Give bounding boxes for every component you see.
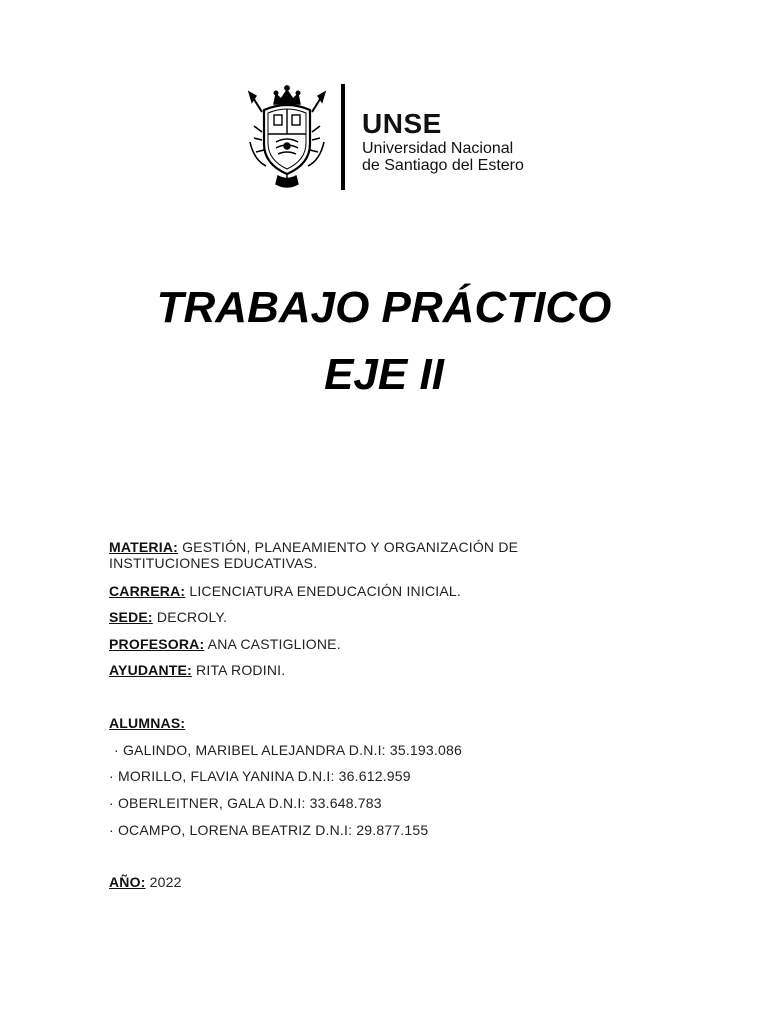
student-list-item: · MORILLO, FLAVIA YANINA D.N.I: 36.612.959: [109, 768, 411, 784]
student-list-item: · OBERLEITNER, GALA D.N.I: 33.648.783: [109, 795, 382, 811]
sede-field: [109, 609, 227, 625]
profesora-label: PROFESORA:: [109, 636, 205, 652]
profesora-value: ANA CASTIGLIONE.: [204, 636, 341, 652]
university-brand: [362, 108, 524, 174]
materia-label: MATERIA:: [109, 539, 178, 555]
header-divider: [341, 84, 345, 190]
ayudante-label: AYUDANTE:: [109, 662, 192, 678]
materia-field: [109, 539, 518, 571]
document-subtitle: EJE II: [324, 350, 444, 399]
carrera-label: CARRERA:: [109, 583, 186, 599]
student-list-item: · GALINDO, MARIBEL ALEJANDRA D.N.I: 35.193.086: [114, 742, 462, 758]
student-list-item: · OCAMPO, LORENA BEATRIZ D.N.I: 29.877.155: [109, 822, 429, 838]
document-title: TRABAJO PRÁCTICO: [156, 283, 612, 332]
anio-value: 2022: [145, 874, 182, 890]
anio-field: [109, 874, 182, 890]
university-name-line2: de Santiago del Estero: [362, 157, 524, 174]
university-acronym: UNSE: [362, 108, 442, 139]
sede-value: DECROLY.: [152, 609, 228, 625]
carrera-value: LICENCIATURA ENEDUCACIÓN INICIAL.: [185, 583, 461, 599]
alumnas-heading: [109, 715, 185, 731]
alumnas-label: ALUMNAS:: [109, 715, 186, 731]
materia-value-line2: INSTITUCIONES EDUCATIVAS.: [109, 555, 318, 571]
university-name-line1: Universidad Nacional: [362, 140, 514, 157]
university-header: [246, 82, 536, 194]
ayudante-field: [109, 662, 285, 678]
sede-label: SEDE:: [109, 609, 153, 625]
carrera-field: [109, 583, 461, 599]
materia-value-line1: GESTIÓN, PLANEAMIENTO Y ORGANIZACIÓN DE: [178, 539, 519, 555]
anio-label: AÑO:: [109, 874, 146, 890]
university-crest-icon: [246, 82, 328, 192]
ayudante-value: RITA RODINI.: [191, 662, 286, 678]
profesora-field: [109, 636, 341, 652]
